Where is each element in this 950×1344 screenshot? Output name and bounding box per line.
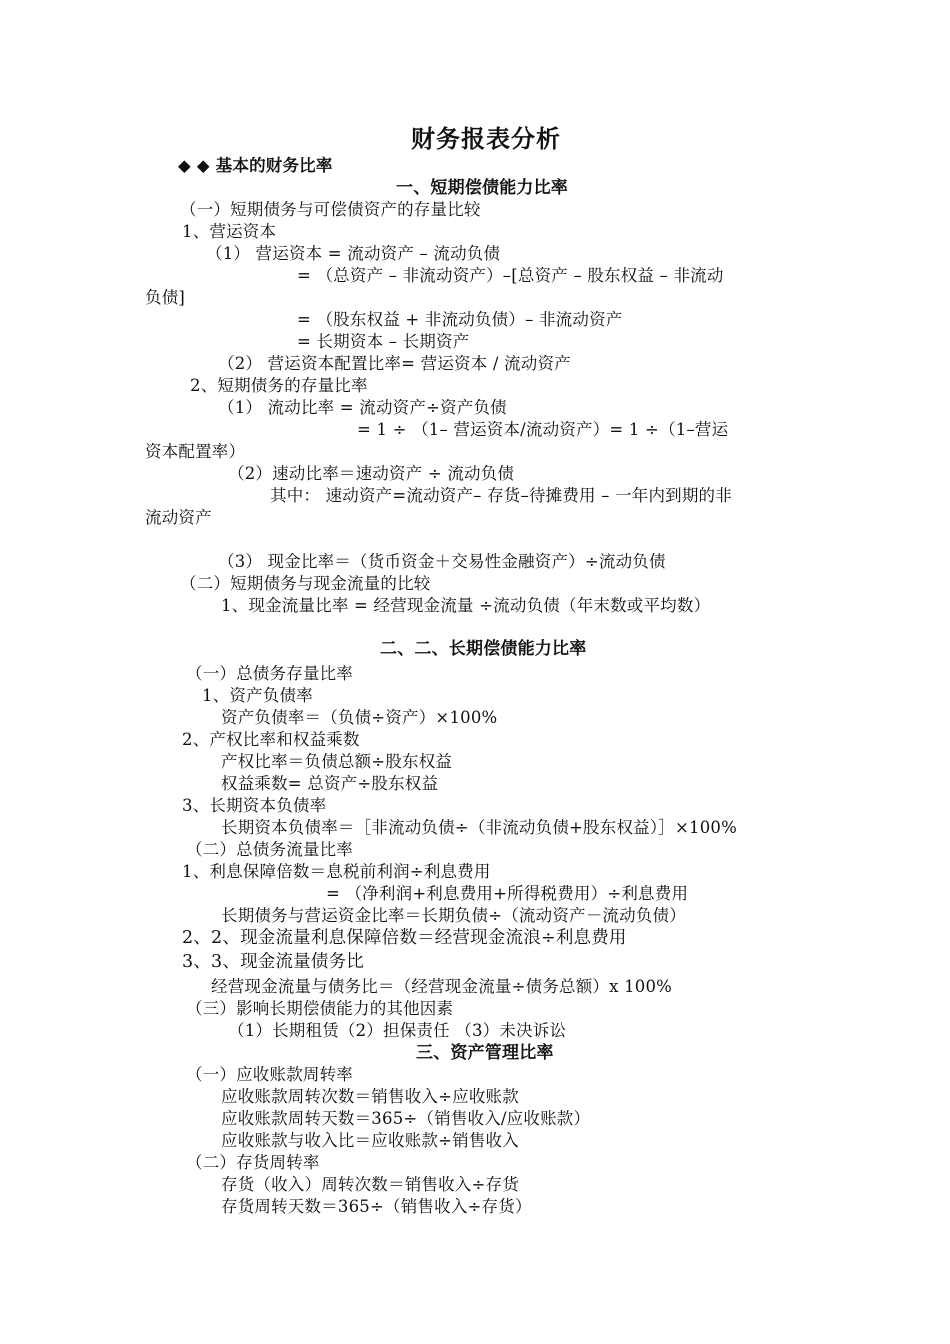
- text-line: 经营现金流量与债务比＝（经营现金流量÷债务总额）x 100%: [211, 977, 673, 996]
- text-line: 2、产权比率和权益乘数: [182, 730, 360, 749]
- page-title: 财务报表分析: [411, 125, 561, 153]
- text-line: （二）总债务流量比率: [186, 840, 353, 859]
- text-line: （2）速动比率＝速动资产 ÷ 流动负债: [228, 464, 515, 483]
- text-line: 1、资产负债率: [202, 686, 313, 705]
- text-line: 产权比率＝负债总额÷股东权益: [221, 752, 453, 771]
- text-line: 存货（收入）周转次数＝销售收入÷存货: [221, 1175, 519, 1194]
- text-line: （2） 营运资本配置比率= 营运资本 / 流动资产: [218, 354, 571, 373]
- text-line: （3） 现金比率＝（货币资金＋交易性金融资产）÷流动负债: [218, 552, 666, 571]
- text-line: = （净利润+利息费用+所得税费用）÷利息费用: [326, 884, 689, 903]
- text-line: （二）存货周转率: [186, 1153, 320, 1172]
- text-line: 1、营运资本: [182, 222, 277, 241]
- text-line: 1、现金流量比率 = 经营现金流量 ÷流动负债（年末数或平均数）: [221, 596, 711, 615]
- text-line: 2、2、现金流量利息保障倍数＝经营现金流浪÷利息费用: [182, 928, 627, 948]
- text-line: = 1 ÷ （1– 营运资本/流动资产）= 1 ÷（1–营运: [357, 420, 729, 439]
- text-line: （一）短期债务与可偿债资产的存量比较: [180, 200, 481, 219]
- text-line: 长期资本负债率＝［非流动负债÷（非流动负债+股东权益）］×100%: [221, 818, 737, 837]
- text-line: （三）影响长期偿债能力的其他因素: [186, 999, 454, 1018]
- section-heading-long-term: 二、二、长期偿债能力比率: [380, 639, 587, 659]
- text-line: 长期债务与营运资金比率＝长期负债÷（流动资产－流动负债）: [221, 906, 686, 925]
- text-line: 1、利息保障倍数＝息税前利润÷利息费用: [182, 862, 491, 881]
- text-line: 应收账款与收入比＝应收账款÷销售收入: [221, 1131, 519, 1150]
- text-line: 应收账款周转次数＝销售收入÷应收账款: [221, 1087, 519, 1106]
- text-line: = 长期资本 – 长期资产: [297, 332, 470, 351]
- text-line: 其中： 速动资产=流动资产– 存货–待摊费用 – 一年内到期的非: [270, 486, 732, 505]
- section-heading-short-term: 一、短期偿债能力比率: [396, 178, 568, 198]
- text-line: （一）总债务存量比率: [186, 664, 353, 683]
- text-line: （1） 流动比率 = 流动资产÷资产负债: [218, 398, 507, 417]
- text-line: 资本配置率）: [145, 442, 246, 461]
- text-line: 负债]: [145, 288, 186, 307]
- text-line: 流动资产: [145, 508, 212, 527]
- text-line: 权益乘数= 总资产÷股东权益: [221, 774, 439, 793]
- text-line: （一）应收账款周转率: [186, 1065, 353, 1084]
- section-heading-asset-management: 三、资产管理比率: [416, 1043, 554, 1063]
- text-line: = （总资产 – 非流动资产）–[总资产 – 股东权益 – 非流动: [297, 266, 724, 285]
- text-line: （1）长期租赁（2）担保责任 （3）未决诉讼: [228, 1021, 567, 1040]
- text-line: （二）短期债务与现金流量的比较: [180, 574, 431, 593]
- text-line: 应收账款周转天数＝365÷（销售收入/应收账款）: [221, 1109, 591, 1128]
- text-line: （1） 营运资本 = 流动资产 – 流动负债: [206, 244, 501, 263]
- text-line: 3、长期资本负债率: [182, 796, 327, 815]
- text-line: 存货周转天数＝365÷（销售收入÷存货）: [221, 1197, 532, 1216]
- text-line: 2、短期债务的存量比率: [190, 376, 368, 395]
- text-line: 资产负债率＝（负债÷资产）×100%: [221, 708, 498, 727]
- bullet-heading: ◆ ◆ 基本的财务比率: [178, 156, 333, 175]
- text-line: 3、3、现金流量债务比: [182, 952, 364, 972]
- text-line: = （股东权益 + 非流动负债）– 非流动资产: [297, 310, 623, 329]
